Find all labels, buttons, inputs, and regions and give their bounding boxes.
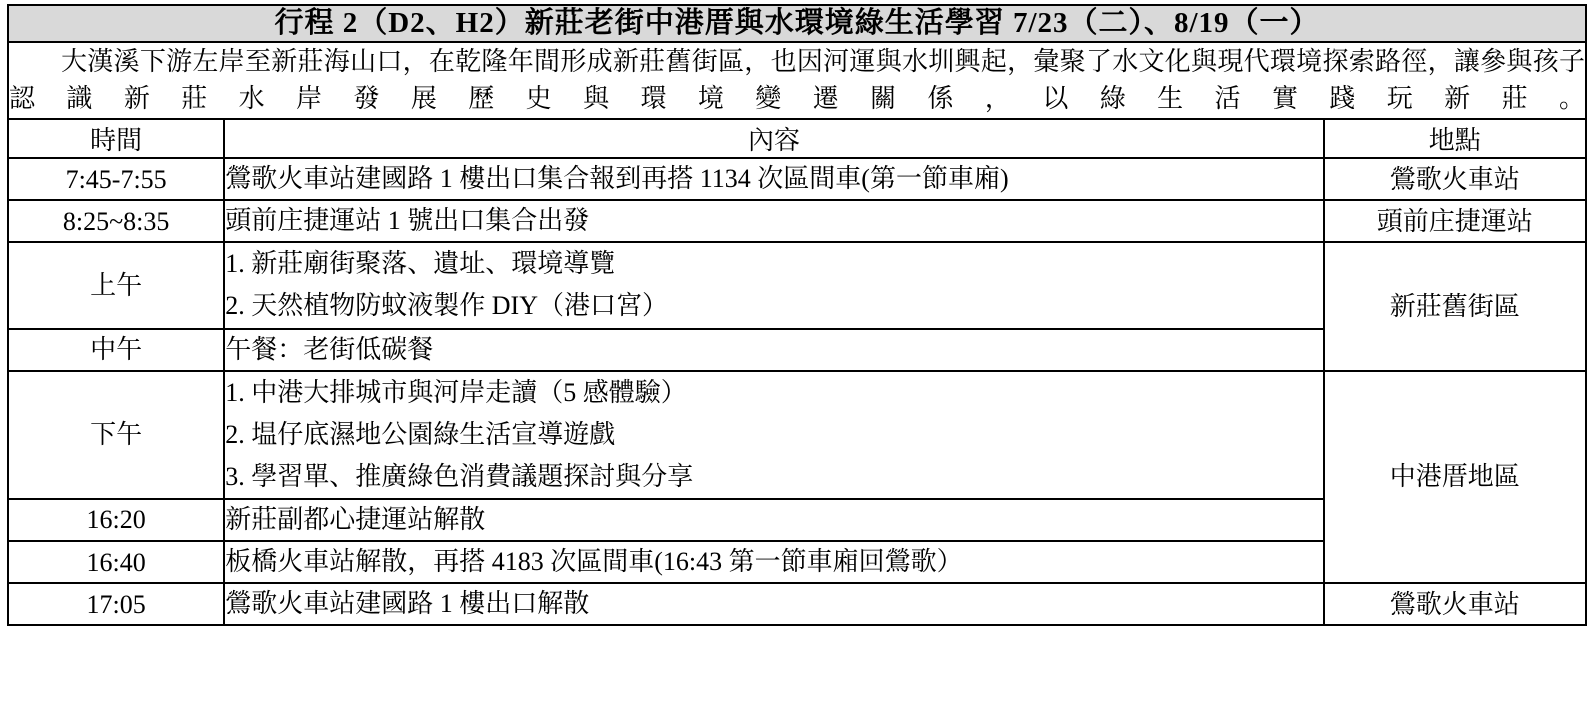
row-content (224, 541, 1323, 583)
row-content (224, 200, 1323, 242)
table-row (8, 158, 1586, 200)
row-place: 鶯歌火車站 (1324, 583, 1586, 625)
content-line: 3. 學習單、推廣綠色消費議題探討與分享 (225, 461, 694, 491)
table-row (8, 242, 1586, 328)
row-place: 鶯歌火車站 (1324, 158, 1586, 200)
row-content (224, 329, 1323, 371)
content-line: 鶯歌火車站建國路 1 樓出口集合報到再搭 1134 次區間車(第一節車廂) (225, 164, 1009, 194)
row-time: 16:40 (8, 541, 224, 583)
content-line: 1. 新莊廟街聚落、遺址、環境導覽 (225, 249, 616, 279)
row-content (224, 242, 1323, 328)
column-header-content: 內容 (224, 119, 1323, 158)
content-line: 午餐：老街低碳餐 (225, 334, 434, 364)
content-line: 鶯歌火車站建國路 1 樓出口解散 (225, 589, 590, 619)
itinerary-table (7, 4, 1587, 626)
row-time: 16:20 (8, 499, 224, 541)
column-header-place: 地點 (1324, 119, 1586, 158)
document-title: 行程 2（D2、H2）新莊老街中港厝與水環境綠生活學習 7/23（二）、8/19（一） (8, 5, 1586, 42)
itinerary-sheet (7, 0, 1587, 626)
intro-row (8, 42, 1586, 119)
content-line: 板橋火車站解散，再搭 4183 次區間車(16:43 第一節車廂回鶯歌） (225, 547, 963, 577)
document-intro: 大漢溪下游左岸至新莊海山口，在乾隆年間形成新莊舊街區，也因河運與水圳興起，彙聚了水文化與現代環境探索路徑，讓參與孩子認識新莊水岸發展歷史與環境變遷關係，以綠生活實踐玩新莊。 (8, 42, 1586, 119)
row-place: 頭前庄捷運站 (1324, 200, 1586, 242)
content-line: 2. 天然植物防蚊液製作 DIY（港口宮） (225, 291, 668, 321)
row-time: 7:45-7:55 (8, 158, 224, 200)
row-time: 中午 (8, 329, 224, 371)
content-line: 新莊副都心捷運站解散 (225, 504, 486, 534)
title-row (8, 5, 1586, 42)
row-content (224, 371, 1323, 499)
table-row (8, 371, 1586, 499)
table-row (8, 583, 1586, 625)
row-content (224, 499, 1323, 541)
row-time: 17:05 (8, 583, 224, 625)
row-content (224, 583, 1323, 625)
row-time: 下午 (8, 371, 224, 499)
content-line: 頭前庄捷運站 1 號出口集合出發 (225, 206, 590, 236)
row-time: 8:25~8:35 (8, 200, 224, 242)
row-time: 上午 (8, 242, 224, 328)
column-header-time: 時間 (8, 119, 224, 158)
row-place: 新莊舊街區 (1324, 242, 1586, 370)
table-header-row (8, 119, 1586, 158)
content-line: 1. 中港大排城市與河岸走讀（5 感體驗） (225, 377, 687, 407)
row-content (224, 158, 1323, 200)
table-row (8, 200, 1586, 242)
content-line: 2. 塭仔底濕地公園綠生活宣導遊戲 (225, 419, 616, 449)
row-place: 中港厝地區 (1324, 371, 1586, 583)
